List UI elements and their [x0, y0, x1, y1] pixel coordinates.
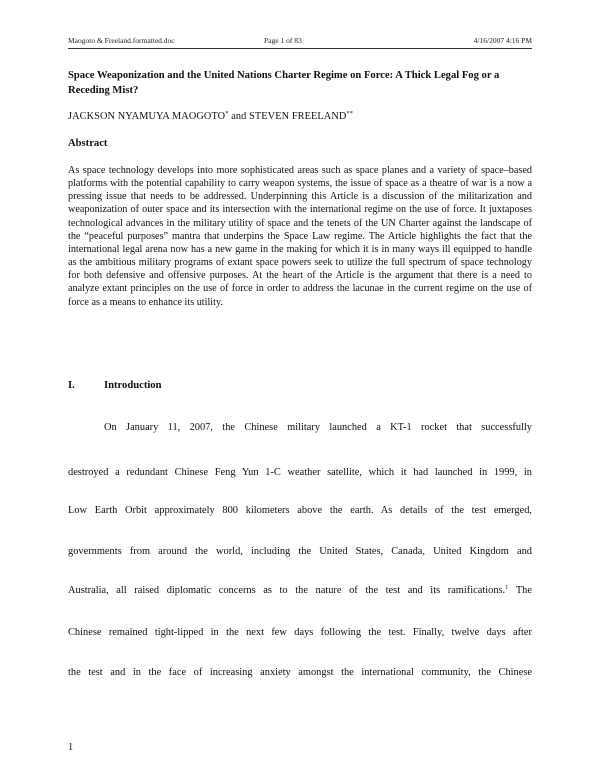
author-1-first-rest: ACKSON NYAMUYA	[72, 111, 173, 122]
footnote-reference[interactable]: 1	[505, 584, 509, 591]
page-number: 1	[68, 742, 74, 753]
author-2-first-rest: TEVEN	[254, 111, 292, 122]
author-1-first-initial: J	[68, 111, 73, 122]
author-2-footnote-mark[interactable]: **	[346, 110, 354, 117]
abstract-heading: Abstract	[68, 138, 108, 149]
header-rule	[68, 48, 532, 49]
author-2-last-initial: F	[291, 111, 298, 122]
header-filename: Maogoto & Freeland.formatted.doc	[68, 36, 175, 45]
author-1-last-initial: M	[172, 111, 182, 122]
header-timestamp: 4/16/2007 4:16 PM	[473, 36, 532, 45]
body-line: destroyed a redundant Chinese Feng Yun 1-C weather satellite, which it had launched in 1999, in	[68, 467, 532, 478]
section-title: Introduction	[104, 380, 162, 391]
body-line: Low Earth Orbit approximately 800 kilometers above the earth. As details of the test emerged,	[68, 505, 532, 516]
article-title: Space Weaponization and the United Nations Charter Regime on Force: A Thick Legal Fog or a Receding Mist?	[68, 70, 500, 96]
author-2-first-initial: S	[249, 111, 255, 122]
header-page-count: Page 1 of 83	[264, 36, 302, 45]
body-line: the test and in the face of increasing anxiety amongst the international community, the Chinese	[68, 667, 532, 678]
author-2-last-rest: REELAND	[297, 111, 347, 122]
body-line: On January 11, 2007, the Chinese military launched a KT-1 rocket that successfully	[104, 422, 532, 433]
body-line-text: Australia, all raised diplomatic concerns as to the nature of the test and its ramifications.	[68, 585, 506, 596]
author-1-last-rest: AOGOTO	[181, 111, 226, 122]
body-line-text: The	[508, 585, 532, 596]
author-1-footnote-mark[interactable]: *	[225, 110, 229, 117]
section-number: I.	[68, 380, 75, 391]
body-line-with-footnote	[68, 584, 532, 597]
body-line: Chinese remained tight-lipped in the next few days following the test. Finally, twelve days after	[68, 627, 532, 638]
author-line	[68, 110, 532, 123]
author-joiner: and	[228, 111, 250, 122]
abstract-text: As space technology develops into more sophisticated areas such as space planes and a variety of space–based platforms with the potential capability to carry weapon systems, the issue of space as a theatre of war is a now a pressing issue that needs to be addressed. Underpinning this Article is a discussion of the militarization and weaponization of outer space and its intersection with the international regime on the use of force. It juxtaposes technological advances in the military utility of space and the tenets of the UN Charter against the landscape of the “peaceful purposes” mantra that underpins the Space Law regime. The Article highlights the fact that the international legal arena now has a new game in the making for which it is in many ways ill equipped to handle as the ambitious military programs of extant space powers seek to utilize the full spectrum of space technology for both defensive and offensive purposes. At the heart of the Article is the argument that there is a need to analyze extant principles on the use of force in order to address the lacunae in the current regime on the use of force as a means to enhance its utility.	[68, 165, 532, 308]
running-header	[68, 36, 532, 47]
section-heading	[68, 380, 532, 394]
body-line: governments from around the world, including the United States, Canada, United Kingdom and	[68, 546, 532, 557]
